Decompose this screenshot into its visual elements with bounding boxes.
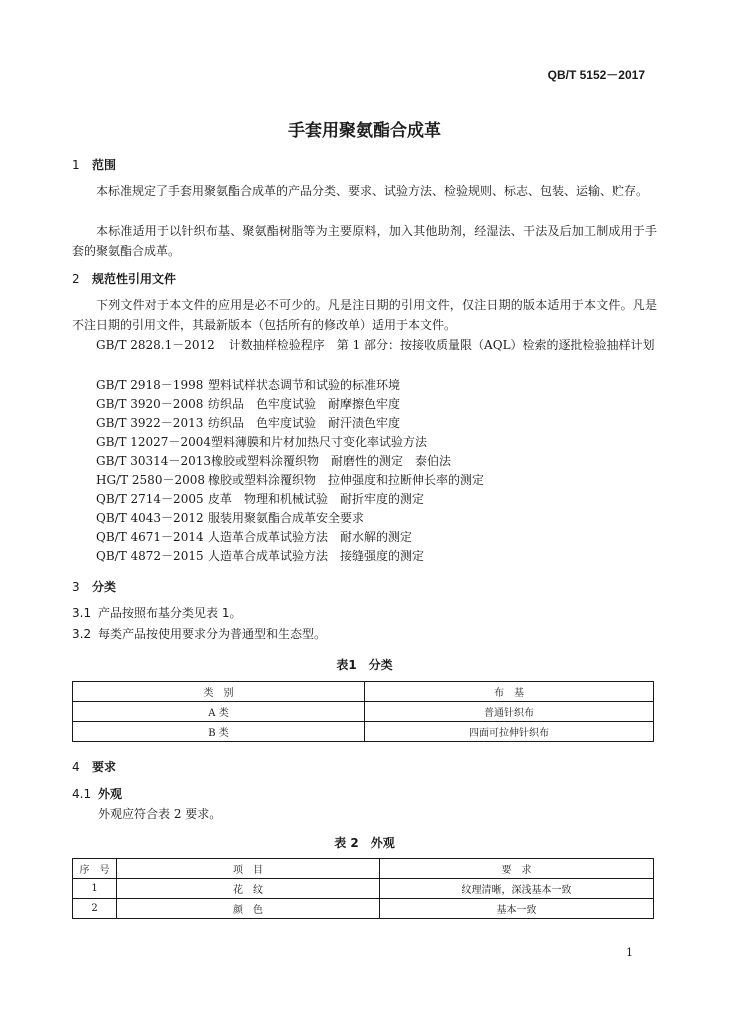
column-header: 布 基	[365, 682, 654, 702]
reference-title: 塑料试样状态调节和试验的标准环境	[208, 378, 401, 392]
column-header: 要 求	[380, 859, 654, 879]
section-3-heading	[72, 578, 116, 595]
reference-title: 人造革合成革试验方法 耐水解的测定	[208, 530, 413, 544]
clause-4-1	[72, 785, 122, 802]
reference-item	[96, 433, 427, 450]
reference-item	[96, 490, 424, 507]
column-header: 类 别	[73, 682, 365, 702]
reference-code: GB/T 2918－1998	[96, 378, 204, 392]
table-cell: 普通针织布	[365, 702, 654, 722]
table-cell: 四面可拉伸针织布	[365, 722, 654, 742]
reference-code: GB/T 12027－2004	[96, 435, 211, 449]
page-number: 1	[626, 946, 633, 959]
section-1-heading	[72, 156, 116, 173]
section-4-heading	[72, 758, 116, 775]
standard-code: QB/T 5152－2017	[547, 68, 645, 82]
references-intro: 下列文件对于本文件的应用是必不可少的。凡是注日期的引用文件，仅注日期的版本适用于本文件。凡是不注日期的引用文件，其最新版本（包括所有的修改单）适用于本文件。	[72, 298, 657, 332]
table-header-row	[73, 682, 654, 702]
table-1-classification	[72, 681, 654, 742]
reference-code: QB/T 4671－2014	[96, 530, 204, 544]
table-cell: B 类	[73, 722, 365, 742]
reference-code: QB/T 2714－2005	[96, 492, 204, 506]
reference-code: HG/T 2580－2008	[96, 473, 205, 487]
section-title: 要求	[92, 760, 117, 774]
reference-title: 橡胶或塑料涂覆织物 拉伸强度和拉断伸长率的测定	[208, 473, 485, 487]
table-cell: 纹理清晰，深浅基本一致	[380, 879, 654, 899]
section-title: 规范性引用文件	[92, 272, 177, 286]
reference-code: GB/T 3920－2008	[96, 397, 204, 411]
reference-item	[96, 528, 412, 545]
document-title: 手套用聚氨酯合成革	[288, 121, 441, 141]
section-title: 范围	[92, 158, 117, 172]
section-number: 3	[72, 580, 80, 594]
table-row	[73, 879, 654, 899]
reference-code: QB/T 4043－2012	[96, 511, 204, 525]
section-number: 1	[72, 158, 80, 172]
reference-item	[96, 509, 364, 526]
reference-title: 服装用聚氨酯合成革安全要求	[208, 511, 365, 525]
reference-title: 塑料薄膜和片材加热尺寸变化率试验方法	[210, 435, 427, 449]
reference-item	[96, 395, 400, 412]
reference-code: QB/T 4872－2015	[96, 549, 204, 563]
reference-code: GB/T 30314－2013	[96, 454, 211, 468]
reference-title: 橡胶或塑料涂覆织物 耐磨性的测定 泰伯法	[210, 454, 451, 468]
table-cell: 花 纹	[117, 879, 380, 899]
reference-title: 人造革合成革试验方法 接缝强度的测定	[208, 549, 425, 563]
table-cell: A 类	[73, 702, 365, 722]
clause-number: 3.2	[72, 627, 92, 641]
table-row	[73, 702, 654, 722]
table-row	[73, 899, 654, 919]
reference-title: 纺织品 色牢度试验 耐汗渍色牢度	[208, 416, 401, 430]
clause-3-1	[72, 604, 241, 621]
reference-item	[96, 452, 451, 469]
reference-title: 计数抽样检验程序 第 1 部分：按接收质量限（AQL）检索的逐批检验抽样计划	[228, 338, 655, 352]
clause-4-1-text: 外观应符合表 2 要求。	[98, 807, 222, 821]
table-header-row	[73, 859, 654, 879]
clause-text: 每类产品按使用要求分为普通型和生态型。	[98, 627, 327, 641]
reference-code: GB/T 2828.1－2012	[96, 338, 215, 352]
section-number: 4	[72, 760, 80, 774]
reference-item	[96, 471, 484, 488]
table-2-caption: 表 2 外观	[334, 836, 395, 850]
column-header: 序 号	[73, 859, 117, 879]
reference-item	[96, 376, 400, 393]
reference-title: 皮革 物理和机械试验 耐折牢度的测定	[208, 492, 425, 506]
clause-3-2	[72, 625, 326, 642]
section-2-heading	[72, 270, 176, 287]
table-cell: 颜 色	[117, 899, 380, 919]
column-header: 项 目	[117, 859, 380, 879]
reference-title: 纺织品 色牢度试验 耐摩擦色牢度	[208, 397, 401, 411]
clause-number: 4.1	[72, 787, 92, 801]
section-title: 分类	[92, 580, 117, 594]
reference-item	[96, 547, 424, 564]
clause-text: 产品按照布基分类见表 1。	[98, 606, 242, 620]
table-2-appearance	[72, 858, 654, 919]
table-cell: 2	[73, 899, 117, 919]
scope-paragraph-2: 本标准适用于以针织布基、聚氨酯树脂等为主要原料，加入其他助剂，经湿法、干法及后加工制成用于手套的聚氨酯合成革。	[72, 224, 657, 258]
table-cell: 基本一致	[380, 899, 654, 919]
table-row	[73, 722, 654, 742]
clause-title: 外观	[98, 787, 123, 801]
table-cell: 1	[73, 879, 117, 899]
clause-number: 3.1	[72, 606, 92, 620]
reference-item	[96, 414, 400, 431]
reference-item	[72, 335, 657, 355]
section-number: 2	[72, 272, 80, 286]
table-1-caption: 表1 分类	[336, 658, 393, 672]
scope-paragraph-1: 本标准规定了手套用聚氨酯合成革的产品分类、要求、试验方法、检验规则、标志、包装、运输、贮存。	[96, 184, 649, 198]
reference-code: GB/T 3922－2013	[96, 416, 204, 430]
